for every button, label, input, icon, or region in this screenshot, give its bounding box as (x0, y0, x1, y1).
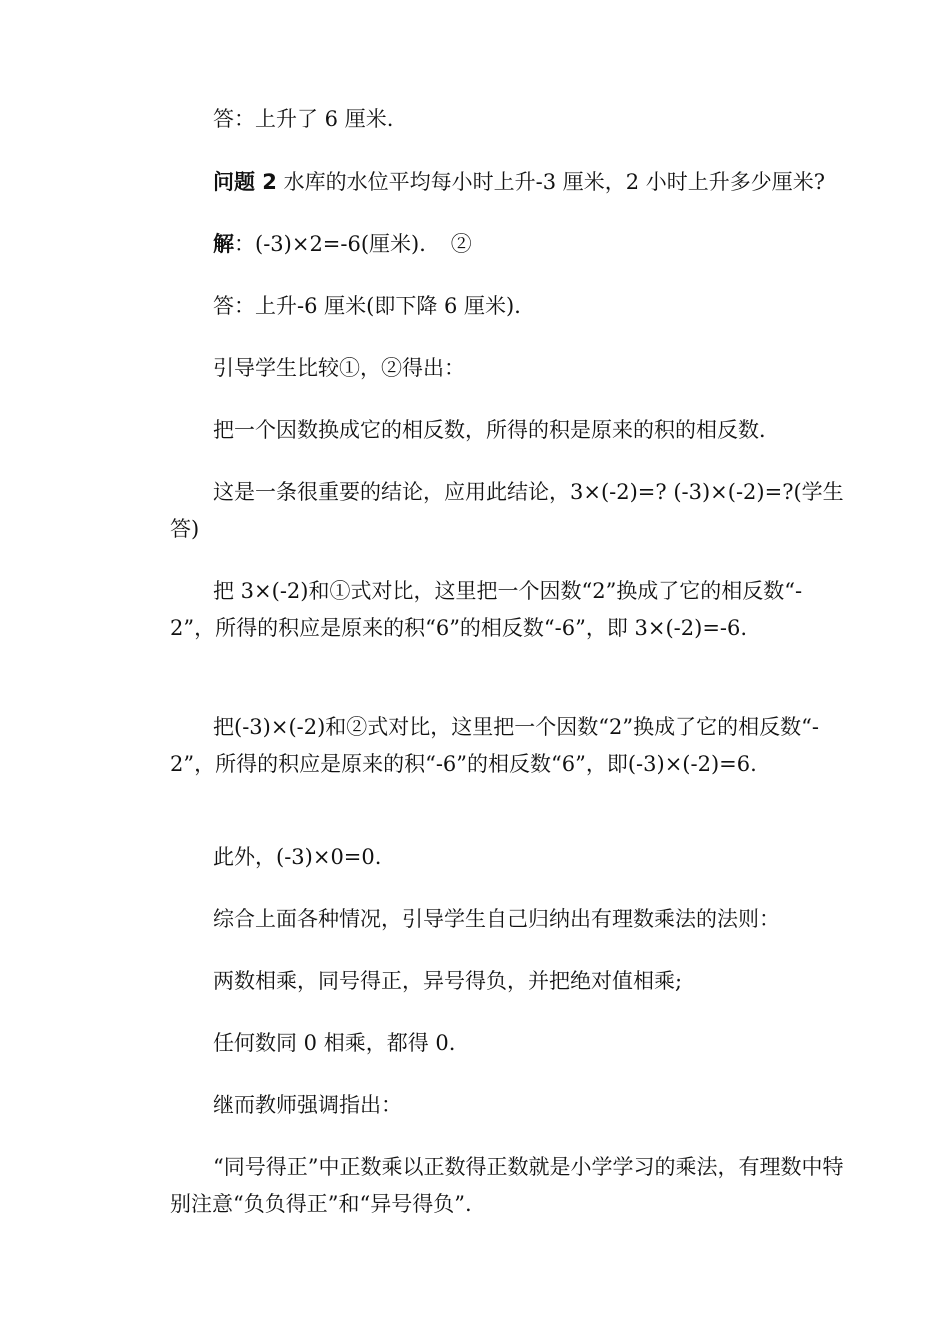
compare-1-text: 把 3×(-2)和①式对比，这里把一个因数“2”换成了它的相反数“-2”，所得的积应是原来的积“6”的相反数“-6”，即 3×(-2)=-6. (170, 579, 803, 640)
rule-zero-text: 任何数同 0 相乘，都得 0. (213, 1031, 456, 1055)
guide-compare-text: 引导学生比较①，②得出： (213, 356, 465, 380)
important-conclusion-text: 这是一条很重要的结论，应用此结论，3×(-2)=? (-3)×(-2)=?(学生答) (170, 480, 844, 541)
answer-paragraph-2 (170, 288, 845, 325)
problem-2-paragraph (170, 164, 845, 201)
answer-text-1: 答：上升了 6 厘米. (213, 107, 394, 131)
important-conclusion-paragraph (170, 474, 845, 548)
zero-case-paragraph (170, 839, 845, 876)
answer-text-2: 答：上升-6 厘米(即下降 6 厘米)． (213, 294, 536, 318)
answer-paragraph-1 (170, 101, 845, 138)
zero-case-text: 此外，(-3)×0=0. (213, 845, 382, 869)
teacher-emphasis-text: 继而教师强调指出： (213, 1093, 402, 1117)
rule-zero-paragraph (170, 1025, 845, 1062)
solution-2-label: 解 (213, 232, 234, 256)
compare-1-paragraph (170, 573, 845, 647)
solution-2-text: ：(-3)×2=-6(厘米)． ② (234, 232, 472, 256)
summarize-paragraph (170, 901, 845, 938)
rule-opposite-text: 把一个因数换成它的相反数，所得的积是原来的积的相反数． (213, 418, 780, 442)
rule-opposite-paragraph (170, 412, 845, 449)
teacher-emphasis-paragraph (170, 1087, 845, 1124)
rule-sign-paragraph (170, 963, 845, 1000)
compare-2-text: 把(-3)×(-2)和②式对比，这里把一个因数“2”换成了它的相反数“-2”，所得的积应是原来的积“-6”的相反数“6”，即(-3)×(-2)=6. (170, 715, 819, 776)
summarize-text: 综合上面各种情况，引导学生自己归纳出有理数乘法的法则： (213, 907, 780, 931)
problem-2-text: 水库的水位平均每小时上升-3 厘米，2 小时上升多少厘米? (276, 170, 826, 194)
emphasis-detail-paragraph (170, 1149, 845, 1223)
emphasis-detail-text: “同号得正”中正数乘以正数得正数就是小学学习的乘法，有理数中特别注意“负负得正”和“异号得负”. (170, 1155, 844, 1216)
rule-sign-text: 两数相乘，同号得正，异号得负，并把绝对值相乘; (213, 969, 683, 993)
compare-2-paragraph (170, 709, 845, 783)
problem-2-label: 问题 2 (213, 170, 277, 194)
solution-2-paragraph (170, 226, 845, 263)
guide-compare-paragraph (170, 350, 845, 387)
